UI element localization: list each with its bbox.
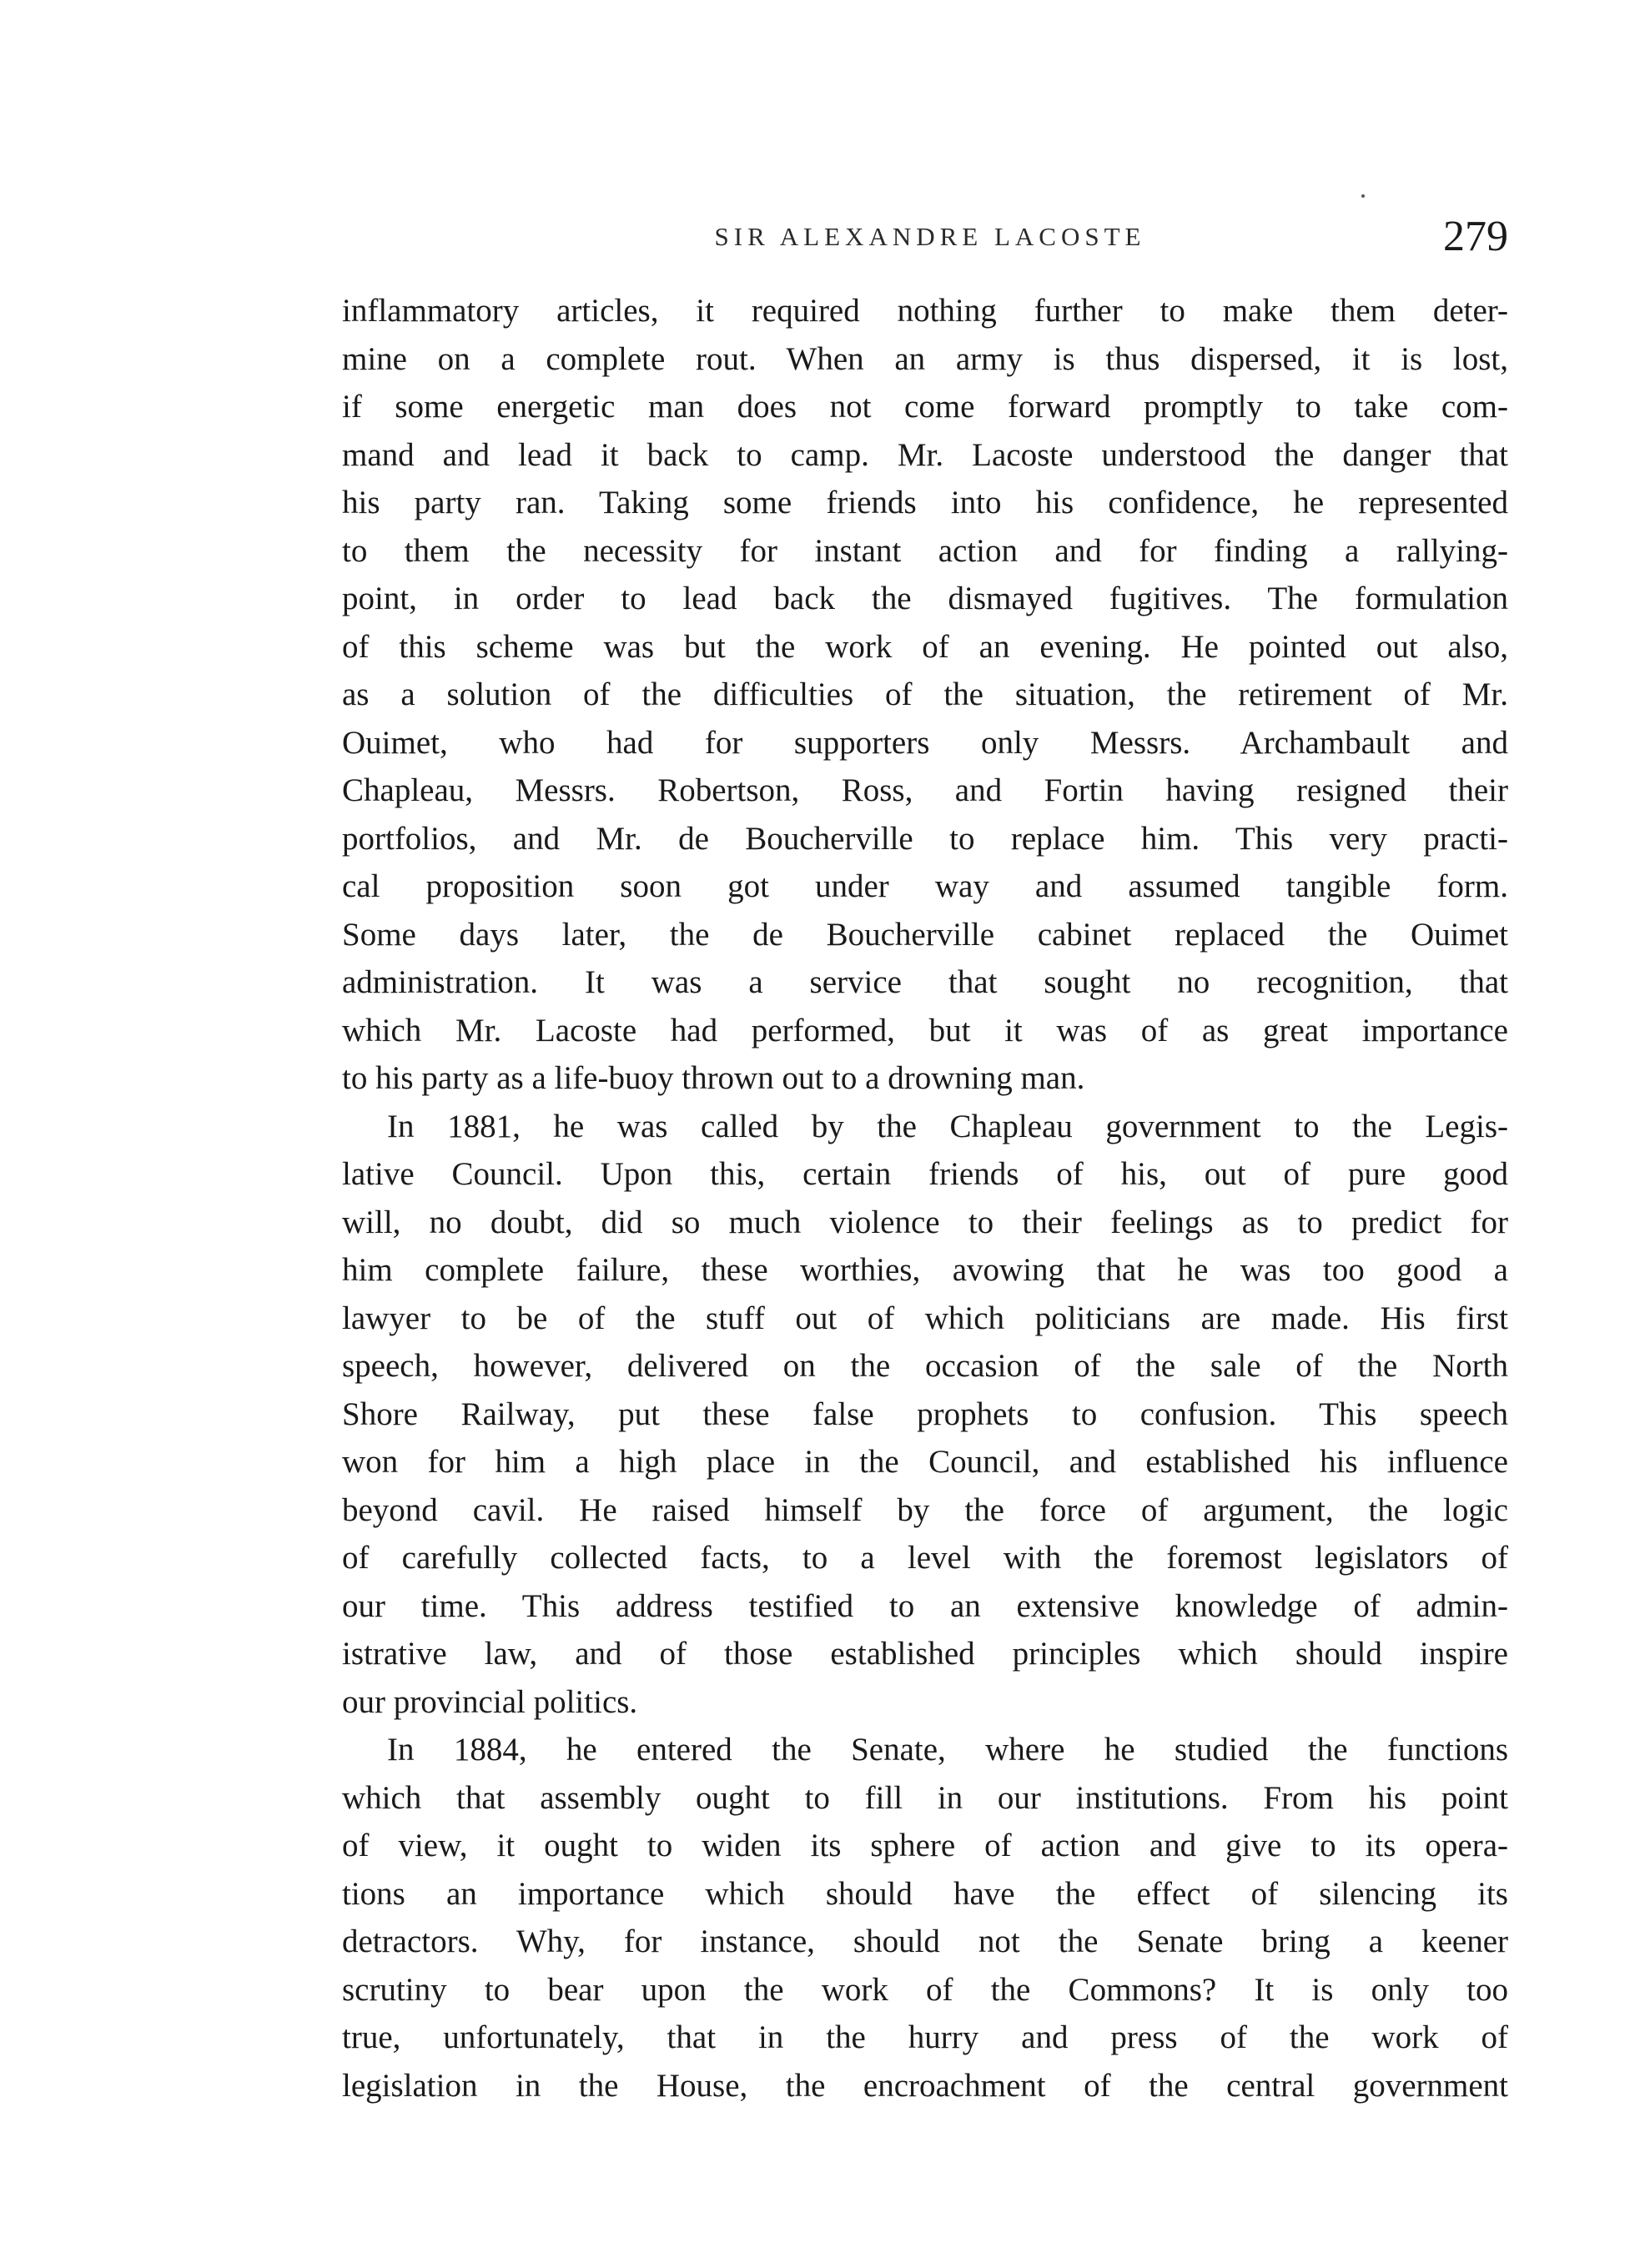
text-line: our provincial politics. [342, 1683, 638, 1720]
text-line: point, in order to lead back the dismayed fugitives. The formulation [342, 581, 1508, 616]
text-line: mand and lead it back to camp. Mr. Lacoste understood the danger that [342, 436, 1508, 473]
text-line: to his party as a life-buoy thrown out to a drowning man. [342, 1060, 1085, 1096]
running-head [352, 213, 1508, 269]
text-line: legislation in the House, the encroachment of the central government [342, 2067, 1508, 2104]
paragraph-start: In 1884, he entered the Senate, where he studied the functions [387, 1732, 1508, 1768]
text-line: cal proposition soon got under way and assumed tangible form. [342, 868, 1508, 904]
text-line: speech, however, delivered on the occasion of the sale of the North [342, 1348, 1508, 1384]
running-title: SIR ALEXANDRE LACOSTE [714, 222, 1146, 251]
text-line: which that assembly ought to fill in our institutions. From his point [342, 1779, 1508, 1816]
text-line: Shore Railway, put these false prophets to confusion. This speech [342, 1395, 1508, 1432]
page-number: 279 [1443, 213, 1508, 260]
ink-speck [1361, 194, 1365, 198]
text-line: scrutiny to bear upon the work of the Commons? It is only too [342, 1971, 1508, 2008]
paragraph-start: In 1881, he was called by the Chapleau government to the Legis- [387, 1108, 1508, 1144]
text-line: won for him a high place in the Council, and established his influence [342, 1444, 1508, 1480]
text-line: detractors. Why, for instance, should not the Senate bring a keener [342, 1924, 1508, 1959]
text-line: inflammatory articles, it required nothing further to make them deter- [342, 293, 1508, 329]
text-line: which Mr. Lacoste had performed, but it was of as great importance [342, 1012, 1508, 1049]
text-line: beyond cavil. He raised himself by the force of argument, the logic [342, 1491, 1508, 1528]
text-line: our time. This address testified to an extensive knowledge of admin- [342, 1587, 1508, 1624]
text-line: lawyer to be of the stuff out of which politicians are made. His first [342, 1300, 1508, 1336]
text-line: as a solution of the difficulties of the situation, the retirement of Mr. [342, 676, 1508, 712]
text-line: will, no doubt, did so much violence to their feelings as to predict for [342, 1204, 1508, 1240]
text-line: mine on a complete rout. When an army is thus dispersed, it is lost, [342, 340, 1508, 377]
text-line: of view, it ought to widen its sphere of action and give to its opera- [342, 1828, 1508, 1863]
text-line: if some energetic man does not come forward promptly to take com- [342, 389, 1508, 425]
text-line: istrative law, and of those established principles which should inspire [342, 1636, 1508, 1672]
text-line: of carefully collected facts, to a level with the foremost legislators of [342, 1540, 1508, 1576]
text-line: Chapleau, Messrs. Robertson, Ross, and Fortin having resigned their [342, 772, 1508, 808]
text-line: portfolios, and Mr. de Boucherville to replace him. This very practi- [342, 820, 1508, 857]
text-line: his party ran. Taking some friends into his confidence, he represented [342, 485, 1508, 520]
text-line: of this scheme was but the work of an evening. He pointed out also, [342, 628, 1508, 665]
text-line: administration. It was a service that sought no recognition, that [342, 964, 1508, 1000]
body-text [342, 287, 1508, 2110]
text-line: to them the necessity for instant action and for finding a rallying- [342, 532, 1508, 569]
text-line: lative Council. Upon this, certain friends of his, out of pure good [342, 1156, 1508, 1192]
text-line: Ouimet, who had for supporters only Messrs. Archambault and [342, 724, 1508, 761]
text-line: him complete failure, these worthies, avowing that he was too good a [342, 1252, 1508, 1288]
text-line: Some days later, the de Boucherville cabinet replaced the Ouimet [342, 916, 1508, 953]
text-line: true, unfortunately, that in the hurry and press of the work of [342, 2019, 1508, 2055]
text-line: tions an importance which should have the effect of silencing its [342, 1875, 1508, 1912]
